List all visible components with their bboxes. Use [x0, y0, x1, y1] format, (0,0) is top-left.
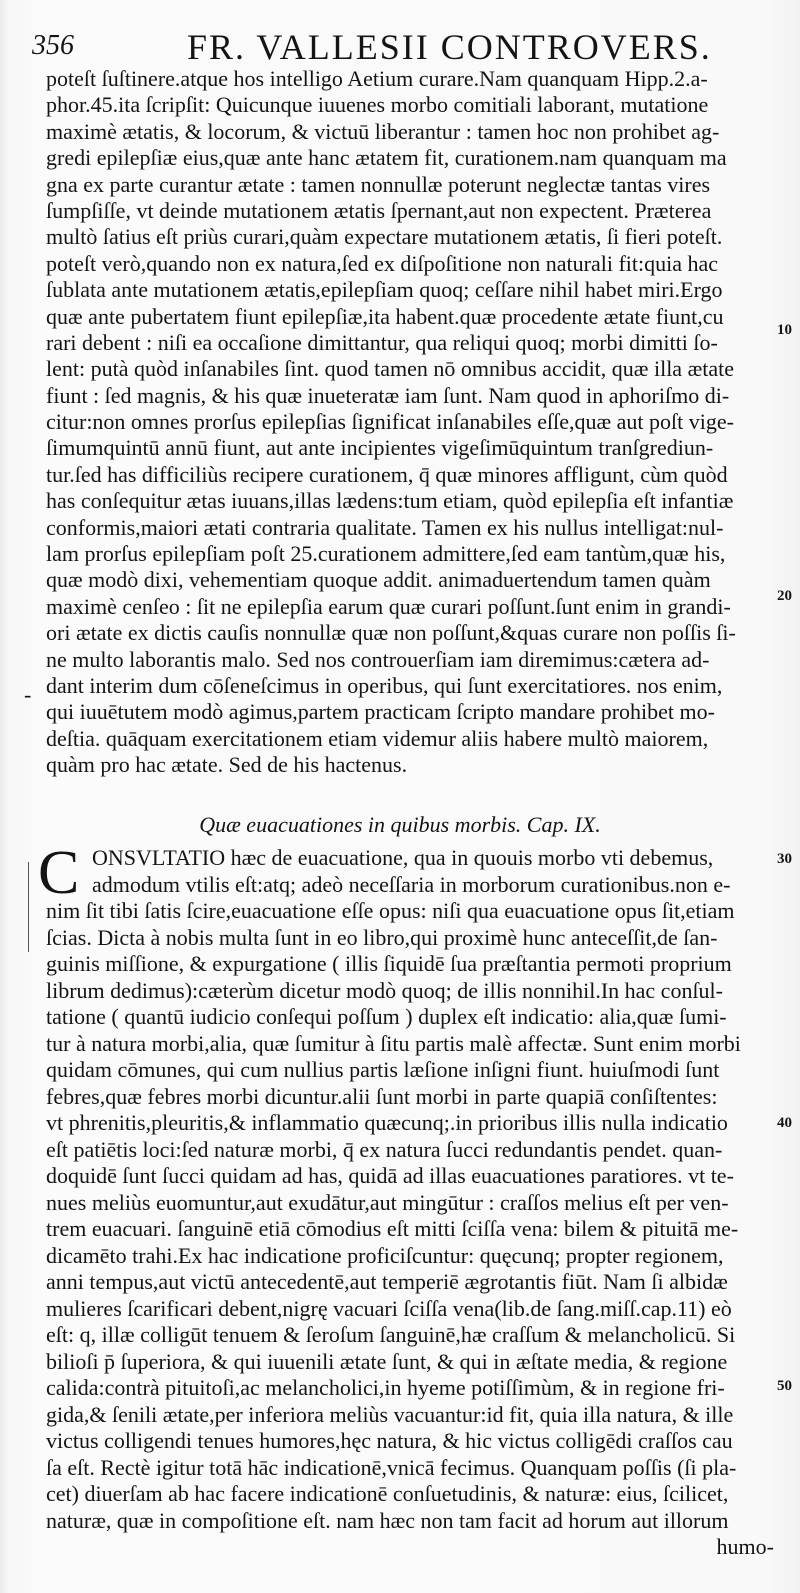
text-line: gredi epilepſiæ eius,quæ ante hanc ætatem fit, curationem.nam quanquam ma: [46, 145, 727, 171]
text-line: victus colligendi tenues humores,hęc natura, & hic victus colligēdi craſſos cau: [46, 1428, 733, 1453]
chapter-title: Quæ euacuationes in quibus morbis. Cap. IX.: [199, 812, 601, 837]
text-line: bilioſi p̄ ſuperiora, & qui iuuenili ætate ſunt, & qui in æſtate media, & regione: [46, 1348, 728, 1374]
text-line: conformis,maiori ætati contraria qualitate. Tamen ex his nullus intelligat:nul-: [46, 514, 724, 540]
page-number: 356: [32, 30, 74, 61]
text-line: quæ modò dixi, vehementiam quoque addit. animaduertendum tamen quàm: [46, 567, 711, 593]
text-line: ſumpſiſſe, vt deinde mutationem ætatis ſpernant,aut non expectent. Præterea: [46, 197, 712, 223]
text-line: lent: putà quòd inſanabiles ſint. quod tamen nō omnibus accidit, quæ illa ætate: [46, 356, 734, 382]
text-line: poteſt ſuſtinere.atque hos intelligo Aetium curare.Nam quanquam Hipp.2.a-: [46, 66, 708, 91]
text-line: has conſequitur ætas iuuans,illas lædens:tum etiam, quòd epilepſia eſt infantiæ: [46, 488, 734, 514]
running-head: FR. VALLESII CONTROVERS.: [187, 27, 712, 67]
text-line: dicamēto trahi.Ex hac indicatione proficiſcuntur: quęcunq; propter regionem,: [46, 1242, 724, 1268]
text-line: mulieres ſcarificari debent,nigrę vacuari ſciſſa vena(lib.de ſang.miſſ.cap.11) eò: [46, 1295, 732, 1321]
margin-line-number: 20: [777, 588, 792, 604]
text-line: doquidē ſunt ſucci quidam ad has, quidā ad illas euacuationes paratiores. vt te-: [46, 1163, 734, 1188]
text-line: gida,& ſenili ætate,per inferiora meliùs vacuantur:id fit, quia illa natura, & ille: [46, 1401, 734, 1427]
text-line: quidam cōmunes, qui cum nullius partis læſione inſigni fiunt. huiuſmodi ſunt: [46, 1057, 720, 1082]
margin-line-number: 10: [777, 322, 792, 338]
text-block-chapter: [46, 845, 774, 1561]
margin-line-number: 40: [777, 1115, 792, 1131]
text-line: tur.ſed has difficiliùs recipere curationem, q̄ quæ minores affligunt, cùm quòd: [46, 461, 728, 487]
text-line: poteſt verò,quando non ex natura,ſed ex diſpoſitione non naturali fit:quia hac: [46, 250, 719, 276]
margin-line-number: 30: [777, 851, 792, 867]
margin-rule: [28, 862, 29, 952]
text-line: maximè cenſeo : ſit ne epilepſia earum quæ curari poſſunt.ſunt enim in grandi-: [46, 593, 731, 619]
text-line: ſublata ante mutationem ætatis,epilepſiam quoq; ceſſare nihil habet miri.Ergo: [46, 277, 723, 303]
text-line: dant interim dum cōſeneſcimus in operibus, qui ſunt exercitatiores. nos enim,: [46, 672, 723, 698]
text-line: anni tempus,aut victū antecedentē,aut temperiē ægrotantis fiūt. Nam ſi albidæ: [46, 1269, 728, 1294]
text-line: lam prorſus epilepſiam poſt 25.curationem admittere,ſed eam tantùm,quæ his,: [46, 541, 726, 567]
text-line: eſt: q, illæ colligūt tenuem & ſeroſum ſanguinē,hæ craſſum & melancholicū. Si: [46, 1322, 736, 1347]
text-line: eſt patiētis loci:ſed naturæ morbi, q̄ ex natura ſucci redundantis pendet. quan-: [46, 1136, 723, 1162]
text-line: quàm pro hac ætate. Sed de his hactenus.: [46, 752, 408, 778]
text-line: maximè ætatis, & locorum, & victuū liberantur : tamen hoc non prohibet ag-: [46, 118, 720, 144]
margin-dash: -: [24, 682, 32, 707]
text-line: admodum vtilis eſt:atq; adeò neceſſaria in morborum curationibus.non e-: [92, 871, 731, 897]
text-line: cet) diuerſam ab hac facere indicationē conſuetudinis, & naturæ: eius, ſcilicet,: [46, 1481, 729, 1506]
text-line: librum dedimus):cæterùm dicetur modò quoq; de illis nonnihil.In hac conſul-: [46, 977, 723, 1003]
text-line: gna ex parte curantur ætate : tamen nonnullæ poterunt neglectæ tantas vires: [46, 171, 711, 197]
text-line: trem euacuari. ſanguinē etiā cōmodius eſt mitti ſciſſa vena: bilem & pituitā me-: [46, 1216, 739, 1241]
text-line: nim ſit tibi ſatis ſcire,euacuatione eſſe opus: niſi qua euacuatione opus ſit,etiam: [46, 898, 735, 923]
text-line: citur:non omnes prorſus epilepſias ſignificat inſanabiles eſſe,quæ aut poſt vige-: [46, 409, 734, 435]
text-line: febres,quæ febres morbi dicuntur.alii ſunt morbi in parte quapiā conſiſtentes:: [46, 1083, 718, 1109]
text-line: ori ætate ex dictis cauſis nonnullæ quæ non poſſunt,&quas curare non poſſis ſi-: [46, 620, 736, 646]
text-block-continuation: [46, 66, 774, 779]
page-header: [32, 22, 732, 68]
text-line: phor.45.ita ſcripſit: Quicunque iuuenes morbo comitiali laborant, mutatione: [46, 92, 709, 118]
text-line: calida:contrà pituitoſi,ac melancholici,in hyeme potiſſimùm, & in regione fri-: [46, 1375, 725, 1400]
catchword: humo-: [716, 1534, 774, 1559]
text-line: fiunt : ſed magnis, & his quæ inueteratæ iam ſunt. Nam quod in aphoriſmo di-: [46, 382, 730, 408]
text-line: qui iuuētutem modò agimus,partem practicam ſcripto mandare prohibet mo-: [46, 699, 715, 725]
text-line: vt phrenitis,pleuritis,& inflammatio quæcunq;.in prioribus illis nulla indicatio: [46, 1110, 728, 1135]
margin-line-number: 50: [777, 1378, 792, 1394]
text-line: rari debent : niſi ea occaſione dimittantur, qua reliqui quoq; morbi dimitti ſo-: [46, 329, 718, 355]
text-line: quæ ante pubertatem fiunt epilepſiæ,ita habent.quæ procedente ætate fiunt,cu: [46, 303, 724, 329]
text-line: ſcias. Dicta à nobis multa ſunt in eo libro,qui proximè hunc anteceſſit,de ſan-: [46, 924, 718, 950]
text-line: ſa eſt. Rectè igitur totā hāc indicationē,vnicā fecimus. Quanquam poſſis (ſi pla-: [46, 1454, 737, 1480]
text-line: ne multo laborantis malo. Sed nos controuerſiam iam diremimus:cætera ad-: [46, 646, 710, 672]
text-line: ſimumquintū annū fiunt, aut ante incipientes vigeſimūquintum tranſgrediun-: [46, 435, 714, 461]
text-line: nues meliùs euomuntur,aut exudātur,aut mingūtur : craſſos melius eſt per ven-: [46, 1189, 729, 1215]
text-line: ONSVLTATIO hæc de euacuatione, qua in quouis morbo vti debemus,: [92, 845, 714, 870]
text-line: tatione ( quantū iudicio conſequi poſſum ) duplex eſt indicatio: alia,quæ ſumi-: [46, 1004, 727, 1029]
text-line: multò ſatius eſt priùs curari,quàm expectare mutationem ætatis, ſi fieri poteſt.: [46, 224, 723, 250]
text-line: naturæ, quæ in compoſitione eſt. nam hæc non tam facit ad horum aut illorum: [46, 1507, 729, 1533]
text-line: deſtia. quāquam exercitationem etiam videmur aliis habere multò maiorem,: [46, 725, 709, 751]
drop-initial: C: [38, 839, 80, 907]
text-line: tur à natura morbi,alia, quæ ſumitur à ſitu partis malè affectæ. Sunt enim morbi: [46, 1030, 741, 1056]
text-line: guinis miſſione, & expurgatione ( illis ſiquidē ſua præſtantia permoti proprium: [46, 951, 732, 976]
